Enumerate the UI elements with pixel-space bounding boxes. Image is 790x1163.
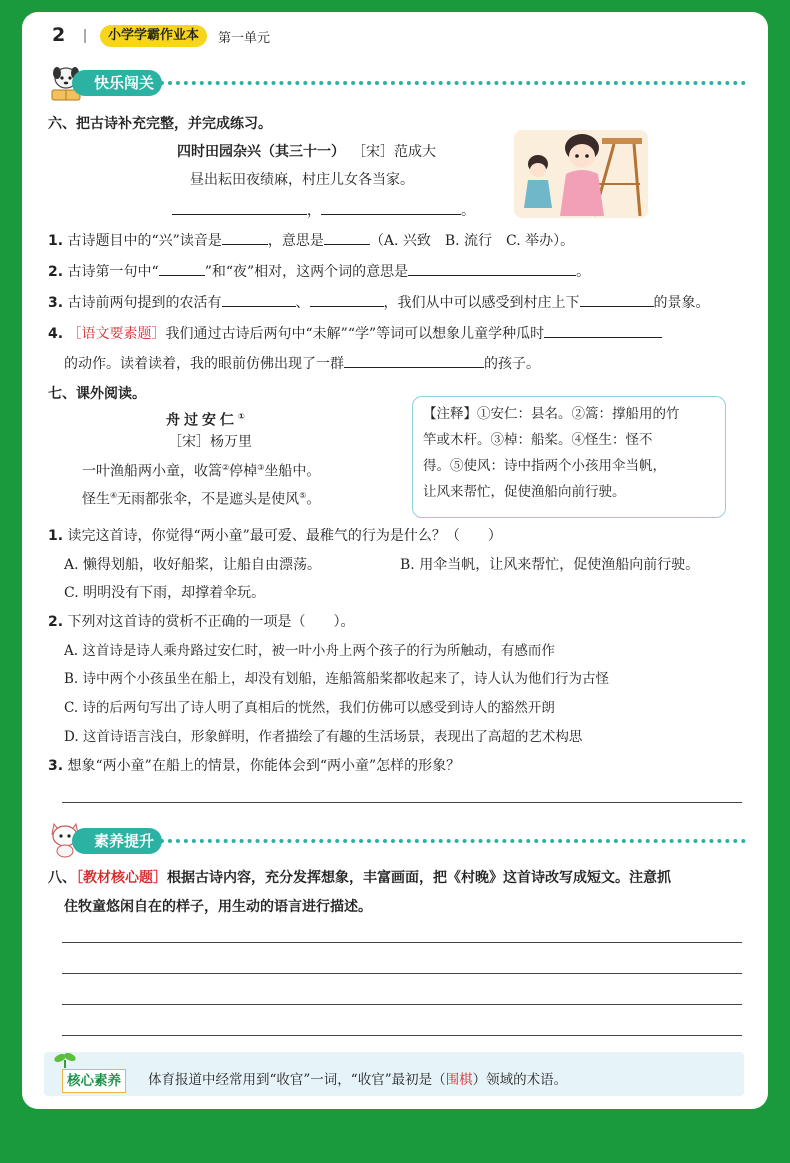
answer-blank[interactable] — [172, 200, 307, 215]
writing-line[interactable] — [62, 1035, 742, 1036]
answer-blank[interactable] — [310, 292, 384, 307]
answer-blank[interactable] — [222, 292, 296, 307]
tip-text: 体育报道中经常用到“收官”一词，“收官”最初是（围棋）领域的术语。 — [148, 1072, 568, 1088]
q6-sub1: 1. 古诗题目中的“兴”读音是 ，意思是 （A. 兴致 B. 流行 C. 举办）。 — [48, 230, 574, 251]
question-tag: ［教材核心题］ — [76, 870, 167, 886]
page-number: 2 — [52, 24, 66, 46]
writing-line[interactable] — [62, 1004, 742, 1005]
q6-sub4: 4. ［语文要素题］我们通过古诗后两句中“未解”“学”等词可以想象儿童学种瓜时 — [48, 323, 662, 344]
q7-heading: 七、课外阅读。 — [48, 386, 146, 402]
q6-sub4-cont: 的动作。读着读着，我的眼前仿佛出现了一群 的孩子。 — [64, 353, 540, 374]
section-title-literacy-boost: 素养提升 — [72, 828, 162, 854]
unit-label: 第一单元 — [218, 31, 271, 46]
answer-blank[interactable] — [544, 323, 662, 338]
q7-sub2: 2. 下列对这首诗的赏析不正确的一项是（ ）。 — [48, 614, 355, 630]
annotation-box — [412, 396, 726, 518]
annotation-line: 竿或木杆。③棹：船桨。④怪生：怪不 — [423, 432, 653, 448]
annotation-line: 得。⑤使风：诗中指两个小孩用伞当帆， — [423, 458, 666, 474]
answer-blank[interactable] — [324, 230, 370, 245]
answer-blank[interactable] — [222, 230, 268, 245]
annotation-line: 让风来帮忙，促使渔船向前行驶。 — [423, 484, 626, 500]
poem2-line2: 怪生④无雨都张伞，不是遮头是使风⑤。 — [82, 491, 321, 508]
poem-title: 四时田园杂兴（其三十一） — [177, 144, 345, 160]
answer-blank[interactable] — [580, 292, 654, 307]
section-title-happy-challenge: 快乐闯关 — [72, 70, 162, 96]
q7-sub1-option-b[interactable]: B. 用伞当帆，让风来帮忙，促使渔船向前行驶。 — [400, 557, 700, 573]
section-divider — [160, 839, 746, 843]
girl-weaving-illustration — [514, 124, 648, 224]
section-divider — [160, 81, 746, 85]
q6-sub3: 3. 古诗前两句提到的农活有 、 ，我们从中可以感受到村庄上下 的景象。 — [48, 292, 710, 313]
poem2-title: 舟过安仁① — [166, 412, 249, 429]
answer-blank[interactable] — [321, 200, 461, 215]
writing-line[interactable] — [62, 973, 742, 974]
q7-sub1: 1. 读完这首诗，你觉得“两小童”最可爱、最稚气的行为是什么？（ ） — [48, 528, 502, 544]
q7-sub2-option-c[interactable]: C. 诗的后两句写出了诗人明了真相后的恍然，我们仿佛可以感受到诗人的豁然开朗 — [64, 700, 555, 716]
q7-sub2-option-a[interactable]: A. 这首诗是诗人乘舟路过安仁时，被一叶小舟上两个孩子的行为所触动，有感而作 — [64, 643, 555, 659]
q7-sub2-option-b[interactable]: B. 诗中两个小孩虽坐在船上，却没有划船，连船篙船桨都收起来了，诗人认为他们行为古怪 — [64, 671, 610, 687]
q7-sub2-option-d[interactable]: D. 这首诗语言浅白，形象鲜明，作者描绘了有趣的生活场景，表现出了高超的艺术构思 — [64, 729, 583, 745]
book-title-badge: 小学学霸作业本 — [100, 25, 207, 47]
q8-heading-cont: 住牧童悠闲自在的样子，用生动的语言进行描述。 — [64, 899, 372, 915]
q7-sub1-option-c[interactable]: C. 明明没有下雨，却撑着伞玩。 — [64, 585, 266, 601]
writing-line[interactable] — [62, 942, 742, 943]
q7-sub1-option-a[interactable]: A. 懒得划船，收好船桨，让船自由漂荡。 — [64, 557, 322, 573]
tip-label: 核心素养 — [62, 1069, 126, 1093]
answer-blank[interactable] — [344, 353, 484, 368]
annotation-line: 【注释】①安仁：县名。②篙：撑船用的竹 — [423, 406, 680, 422]
poem2-author: ［宋］杨万里 — [168, 434, 252, 450]
worksheet-page — [22, 12, 768, 1109]
q7-sub3: 3. 想象“两小童”在船上的情景，你能体会到“两小童”怎样的形象？ — [48, 758, 461, 774]
q8-heading: 八、［教材核心题］根据古诗内容，充分发挥想象，丰富画面，把《村晚》这首诗改写成短文。注意抓 — [48, 870, 671, 886]
answer-blank[interactable] — [408, 261, 576, 276]
tip-answer: 围棋 — [445, 1072, 473, 1088]
header-divider — [84, 29, 86, 43]
answer-line[interactable] — [62, 802, 742, 803]
q6-sub2: 2. 古诗第一句中“ ”和“夜”相对，这两个词的意思是 。 — [48, 261, 590, 282]
poem2-line1: 一叶渔船两小童，收篙②停棹③坐船中。 — [82, 463, 321, 480]
poem-line: 昼出耘田夜绩麻，村庄儿女各当家。 — [190, 172, 414, 188]
sprout-icon — [54, 1052, 76, 1068]
question-tag: ［语文要素题］ — [67, 326, 166, 342]
poem-author: ［宋］范成大 — [359, 144, 436, 160]
q6-heading: 六、把古诗补充完整，并完成练习。 — [48, 116, 272, 132]
answer-blank[interactable] — [159, 261, 205, 276]
poem-blank-line: ， 。 — [172, 200, 475, 221]
